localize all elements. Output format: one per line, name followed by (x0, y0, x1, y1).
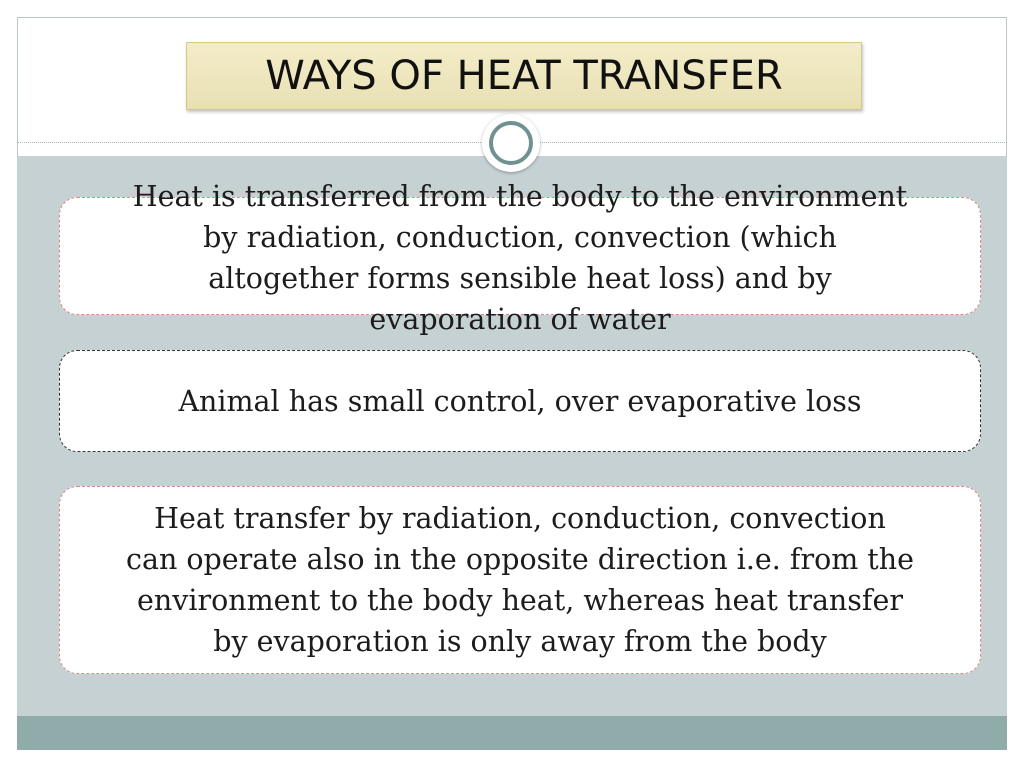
ornament-ring (489, 121, 533, 165)
point-text-1: Heat is transferred from the body to the environment by radiation, conduction, convection (which altogether forms sensible heat loss) and by evaporation of water (132, 180, 908, 336)
point-box-3 (59, 486, 981, 674)
circle-ornament-icon (482, 114, 540, 172)
footer-band (17, 716, 1007, 750)
point-text-3: Heat transfer by radiation, conduction, convection can operate also in the opposite direction i.e. from the environment to the body heat, whereas heat transfer by evaporation is only away from the body (126, 502, 914, 658)
point-box-2 (59, 350, 981, 452)
slide-title: WAYS OF HEAT TRANSFER (265, 53, 783, 99)
title-box (186, 42, 862, 110)
point-text-2: Animal has small control, over evaporative loss (178, 384, 862, 418)
